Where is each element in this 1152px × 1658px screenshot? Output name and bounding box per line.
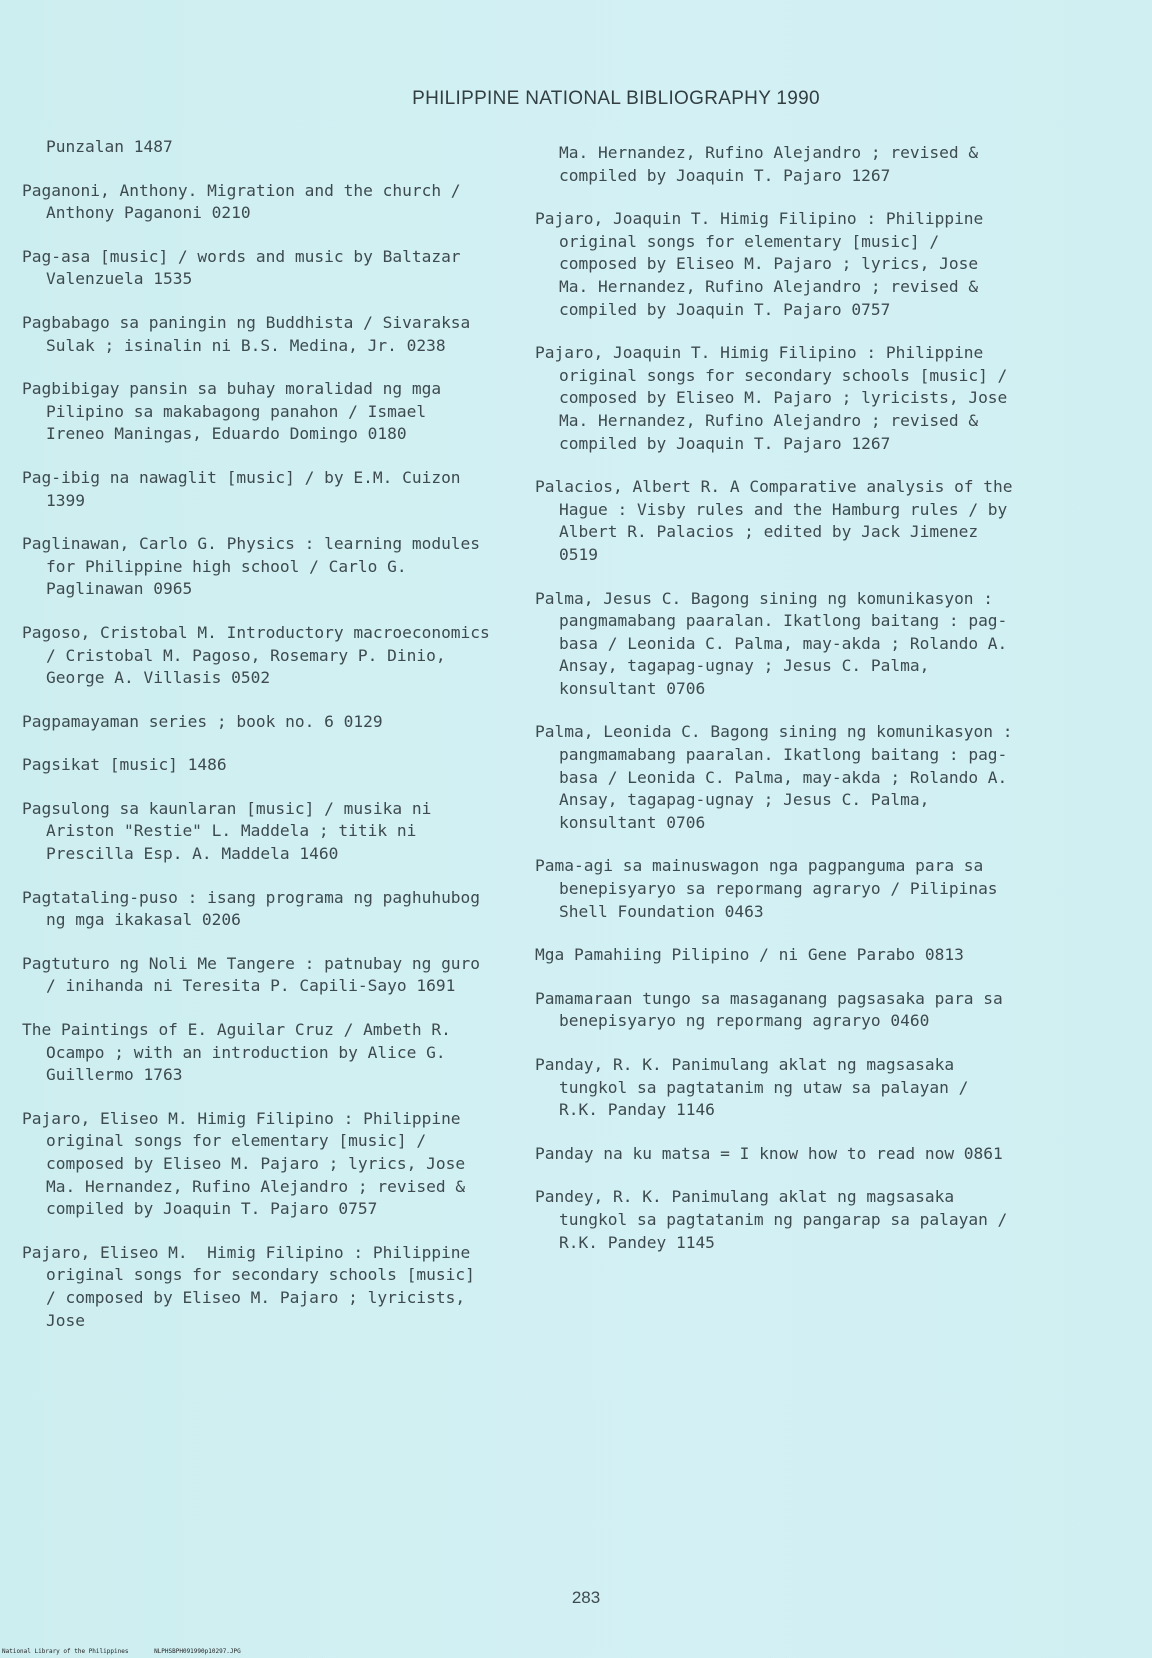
bibliography-entry: Mga Pamahiing Pilipino / ni Gene Parabo 0813: [535, 945, 964, 965]
bibliography-entry: Panday na ku matsa = I know how to read now 0861: [535, 1143, 1003, 1163]
bibliography-entry: Paglinawan, Carlo G. Physics : learning modules for Philippine high school / Carlo G. Paglinawan 0965: [22, 534, 490, 599]
bibliography-entry: Pajaro, Joaquin T. Himig Filipino : Philippine original songs for secondary schools [music] / composed by Eliseo M. Pajaro ; lyricists, Jose Ma. Hernandez, Rufino Alejandro ; revised & compiled by Joaquin T. Pajaro 1267: [535, 343, 1018, 453]
bibliography-entry: Pagsulong sa kaunlaran [music] / musika ni Ariston "Restie" L. Maddela ; titik ni Prescilla Esp. A. Maddela 1460: [22, 798, 442, 864]
bibliography-entry: Pagtataling-puso : isang programa ng paghuhubog ng mga ikakasal 0206: [22, 887, 490, 930]
bibliography-entry: Pagsikat [music] 1486: [22, 755, 227, 775]
page-number: 283: [571, 1588, 601, 1607]
bibliography-entry: Palacios, Albert R. A Comparative analysis of the Hague : Visby rules and the Hamburg rules / by Albert R. Palacios ; edited by Jack Jimenez 0519: [535, 477, 1023, 564]
bibliography-entry: Pajaro, Joaquin T. Himig Filipino : Philippine original songs for elementary [music] / composed by Eliseo M. Pajaro ; lyrics, Jose Ma. Hernandez, Rufino Alejandro ; revised & compiled by Joaquin T. Pajaro 0757: [535, 209, 994, 319]
page-title: PHILIPPINE NATIONAL BIBLIOGRAPHY 1990: [412, 88, 820, 109]
credit-file: NLPHSBPH091990p10297.JPG: [154, 1648, 241, 1655]
bibliography-entry: Pajaro, Eliseo M. Himig Filipino : Philippine original songs for elementary [music] / composed by Eliseo M. Pajaro ; lyrics, Jose Ma. Hernandez, Rufino Alejandro ; revised & compiled by Joaquin T. Pajaro 0757: [22, 1108, 475, 1219]
bibliography-entry: Pagbibigay pansin sa buhay moralidad ng mga Pilipino sa makabagong panahon / Ismael Ireneo Maningas, Eduardo Domingo 0180: [22, 379, 451, 444]
bibliography-entry: Panday, R. K. Panimulang aklat ng magsasaka tungkol sa pagtatanim ng utaw sa palayan / R.K. Panday 1146: [535, 1055, 979, 1120]
bibliography-entry: Palma, Jesus C. Bagong sining ng komunikasyon : pangmamabang paaralan. Ikatlong baitang : pag-basa / Leonida C. Palma, may-akda ; Rolando A. Ansay, tagapag-ugnay ; Jesus C. Palma, konsultant 0706: [535, 588, 1018, 698]
bibliography-entry: Pagbabago sa paningin ng Buddhista / Sivaraksa Sulak ; isinalin ni B.S. Medina, Jr. 0238: [22, 312, 481, 355]
left-column: [22, 136, 500, 1332]
right-column: [535, 142, 1023, 1254]
credit-library: National Library of the Philippines: [2, 1648, 129, 1655]
bibliography-entry: The Paintings of E. Aguilar Cruz / Ambeth R. Ocampo ; with an introduction by Alice G. Guillermo 1763: [22, 1020, 461, 1085]
bibliography-entry: Pama-agi sa mainuswagon nga pagpanguma para sa benepisyaryo sa repormang agraryo / Pilipinas Shell Foundation 0463: [535, 856, 1008, 921]
bibliography-entry: Pajaro, Eliseo M. Himig Filipino : Philippine original songs for secondary schools [music] / composed by Eliseo M. Pajaro ; lyricists, Jose: [22, 1242, 485, 1330]
bibliography-entry: Punzalan 1487: [46, 137, 173, 156]
bibliography-entry: Paganoni, Anthony. Migration and the church / Anthony Paganoni 0210: [22, 180, 471, 223]
bibliography-entry: Pagoso, Cristobal M. Introductory macroeconomics / Cristobal M. Pagoso, Rosemary P. Dinio, George A. Villasis 0502: [22, 622, 500, 688]
bibliography-entry: Pag-ibig na nawaglit [music] / by E.M. Cuizon 1399: [22, 467, 471, 510]
bibliography-entry: Pamamaraan tungo sa masaganang pagsasaka para sa benepisyaryo ng repormang agraryo 0460: [535, 988, 1013, 1031]
bibliography-entry: Ma. Hernandez, Rufino Alejandro ; revised & compiled by Joaquin T. Pajaro 1267: [559, 143, 988, 185]
bibliography-entry: Pandey, R. K. Panimulang aklat ng magsasaka tungkol sa pagtatanim ng pangarap sa palayan / R.K. Pandey 1145: [535, 1187, 1018, 1252]
scan-credit: [2, 1648, 263, 1655]
bibliography-entry: Pag-asa [music] / words and music by Baltazar Valenzuela 1535: [22, 246, 471, 289]
bibliography-entry: Pagtuturo ng Noli Me Tangere : patnubay ng guro / inihanda ni Teresita P. Capili-Sayo 1691: [22, 953, 490, 996]
bibliography-entry: Palma, Leonida C. Bagong sining ng komunikasyon : pangmamabang paaralan. Ikatlong baitang : pag-basa / Leonida C. Palma, may-akda ; Rolando A. Ansay, tagapag-ugnay ; Jesus C. Palma, konsultant 0706: [535, 722, 1023, 832]
bibliography-entry: Pagpamayaman series ; book no. 6 0129: [22, 711, 383, 731]
